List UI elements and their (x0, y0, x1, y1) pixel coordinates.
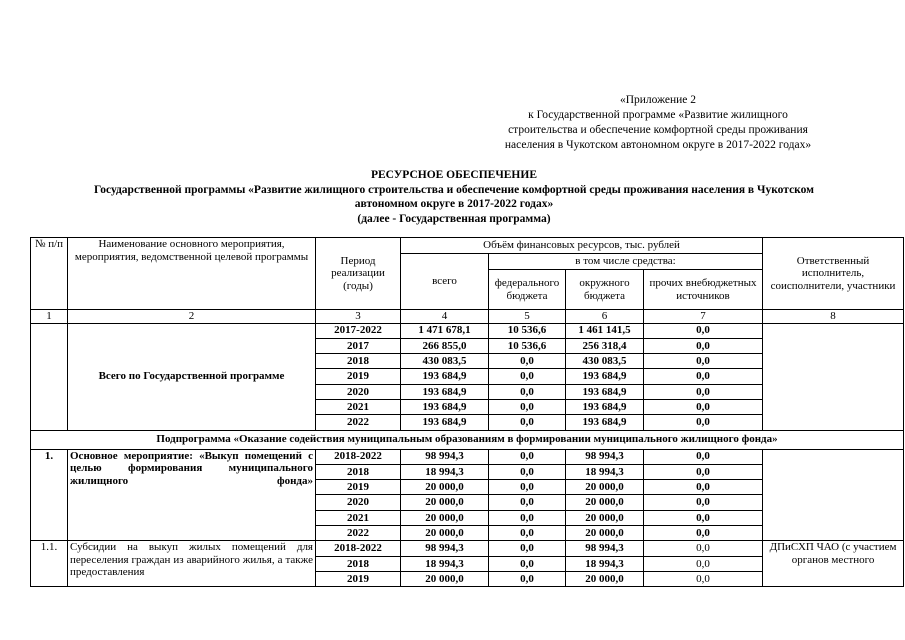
item-1-1-number: 1.1. (31, 541, 68, 587)
total-cell: 266 855,0 (401, 338, 489, 353)
total-cell: 18 994,3 (401, 464, 489, 479)
column-number-8: 8 (763, 310, 904, 324)
appendix-line-2: к Государственной программе «Развитие жилищного (528, 109, 788, 121)
period-cell: 2018 (316, 354, 401, 369)
column-number-2: 2 (68, 310, 316, 324)
period-cell: 2017-2022 (316, 323, 401, 338)
federal-cell: 0,0 (489, 464, 566, 479)
federal-cell: 0,0 (489, 384, 566, 399)
column-number-5: 5 (489, 310, 566, 324)
federal-cell: 10 536,6 (489, 338, 566, 353)
period-cell: 2021 (316, 399, 401, 414)
header-total: всего (401, 254, 489, 310)
period-cell: 2019 (316, 571, 401, 586)
okrug-cell: 98 994,3 (566, 449, 644, 464)
federal-cell: 0,0 (489, 415, 566, 430)
total-cell: 20 000,0 (401, 480, 489, 495)
total-cell: 430 083,5 (401, 354, 489, 369)
federal-cell: 0,0 (489, 480, 566, 495)
column-number-3: 3 (316, 310, 401, 324)
total-cell: 193 684,9 (401, 415, 489, 430)
period-cell: 2019 (316, 480, 401, 495)
total-row (31, 323, 904, 338)
header-num: № п/п (31, 238, 68, 310)
appendix-note (458, 93, 858, 153)
okrug-cell: 1 461 141,5 (566, 323, 644, 338)
item-1-1-responsible: ДПиСХП ЧАО (с участием органов местного (763, 541, 904, 587)
header-period: Период реализации (годы) (316, 238, 401, 310)
other-cell: 0,0 (644, 556, 763, 571)
period-cell: 2018-2022 (316, 449, 401, 464)
item-1-row (31, 449, 904, 464)
resource-table (30, 237, 904, 587)
okrug-cell: 98 994,3 (566, 541, 644, 556)
other-cell: 0,0 (644, 384, 763, 399)
federal-cell: 0,0 (489, 556, 566, 571)
title-line-1: РЕСУРСНОЕ ОБЕСПЕЧЕНИЕ (370, 169, 537, 181)
total-cell: 98 994,3 (401, 449, 489, 464)
item-1-1-row (31, 541, 904, 556)
federal-cell: 0,0 (489, 399, 566, 414)
federal-cell: 0,0 (489, 571, 566, 586)
total-number (31, 323, 68, 430)
okrug-cell: 193 684,9 (566, 384, 644, 399)
other-cell: 0,0 (644, 323, 763, 338)
okrug-cell: 256 318,4 (566, 338, 644, 353)
other-cell: 0,0 (644, 449, 763, 464)
header-federal: федерального бюджета (489, 270, 566, 310)
column-number-1: 1 (31, 310, 68, 324)
other-cell: 0,0 (644, 464, 763, 479)
document-title (20, 168, 888, 226)
okrug-cell: 430 083,5 (566, 354, 644, 369)
other-cell: 0,0 (644, 369, 763, 384)
item-1-1-name: Субсидии на выкуп жилых помещений для переселения граждан из аварийного жилья, а также предоставления (68, 541, 316, 587)
total-cell: 20 000,0 (401, 526, 489, 541)
header-name: Наименование основного мероприятия, мероприятия, ведомственной целевой программы (68, 238, 316, 310)
appendix-line-4: населения в Чукотском автономном округе в 2017-2022 годах» (504, 139, 812, 151)
header-okrug: окружного бюджета (566, 270, 644, 310)
federal-cell: 0,0 (489, 354, 566, 369)
title-line-3: автономном округе в 2017-2022 годах» (354, 198, 554, 210)
okrug-cell: 20 000,0 (566, 510, 644, 525)
total-cell: 193 684,9 (401, 369, 489, 384)
other-cell: 0,0 (644, 338, 763, 353)
federal-cell: 0,0 (489, 449, 566, 464)
other-cell: 0,0 (644, 541, 763, 556)
okrug-cell: 20 000,0 (566, 526, 644, 541)
okrug-cell: 193 684,9 (566, 399, 644, 414)
period-cell: 2022 (316, 415, 401, 430)
total-cell: 193 684,9 (401, 399, 489, 414)
other-cell: 0,0 (644, 480, 763, 495)
total-cell: 20 000,0 (401, 495, 489, 510)
period-cell: 2018 (316, 556, 401, 571)
okrug-cell: 18 994,3 (566, 556, 644, 571)
other-cell: 0,0 (644, 526, 763, 541)
title-line-4: (далее - Государственная программа) (357, 212, 551, 225)
total-cell: 18 994,3 (401, 556, 489, 571)
header-volume: Объём финансовых ресурсов, тыс. рублей (401, 238, 763, 254)
period-cell: 2022 (316, 526, 401, 541)
period-cell: 2020 (316, 384, 401, 399)
period-cell: 2018-2022 (316, 541, 401, 556)
period-cell: 2018 (316, 464, 401, 479)
other-cell: 0,0 (644, 354, 763, 369)
okrug-cell: 193 684,9 (566, 369, 644, 384)
federal-cell: 0,0 (489, 541, 566, 556)
okrug-cell: 193 684,9 (566, 415, 644, 430)
total-cell: 98 994,3 (401, 541, 489, 556)
column-number-4: 4 (401, 310, 489, 324)
title-line-2: Государственной программы «Развитие жилищного строительства и обеспечение комфортной среды проживания населения в Чукотском (93, 183, 815, 196)
federal-cell: 0,0 (489, 526, 566, 541)
column-number-6: 6 (566, 310, 644, 324)
total-cell: 20 000,0 (401, 571, 489, 586)
other-cell: 0,0 (644, 415, 763, 430)
other-cell: 0,0 (644, 510, 763, 525)
period-cell: 2017 (316, 338, 401, 353)
appendix-line-3: строительства и обеспечение комфортной среды проживания (508, 124, 808, 136)
subprogram-title: Подпрограмма «Оказание содействия муниципальным образованиям в формировании муниципального жилищного фонда» (31, 430, 904, 449)
other-cell: 0,0 (644, 571, 763, 586)
other-cell: 0,0 (644, 495, 763, 510)
column-numbers-row (31, 310, 904, 324)
total-cell: 193 684,9 (401, 384, 489, 399)
okrug-cell: 20 000,0 (566, 495, 644, 510)
subprogram-row (31, 430, 904, 449)
total-cell: 20 000,0 (401, 510, 489, 525)
appendix-line-1: «Приложение 2 (619, 94, 697, 106)
item-1-responsible (763, 449, 904, 541)
period-cell: 2020 (316, 495, 401, 510)
header-other: прочих внебюджетных источников (644, 270, 763, 310)
item-1-number: 1. (31, 449, 68, 541)
item-1-name: Основное мероприятие: «Выкуп помещений с целью формирования муниципального жилищного фонда» (68, 449, 316, 541)
header-including: в том числе средства: (489, 254, 763, 270)
column-number-7: 7 (644, 310, 763, 324)
federal-cell: 0,0 (489, 495, 566, 510)
total-cell: 1 471 678,1 (401, 323, 489, 338)
federal-cell: 10 536,6 (489, 323, 566, 338)
header-responsible: Ответственный исполнитель, соисполнители, участники (763, 238, 904, 310)
federal-cell: 0,0 (489, 369, 566, 384)
okrug-cell: 20 000,0 (566, 480, 644, 495)
okrug-cell: 18 994,3 (566, 464, 644, 479)
period-cell: 2019 (316, 369, 401, 384)
okrug-cell: 20 000,0 (566, 571, 644, 586)
federal-cell: 0,0 (489, 510, 566, 525)
other-cell: 0,0 (644, 399, 763, 414)
total-responsible (763, 323, 904, 430)
period-cell: 2021 (316, 510, 401, 525)
total-name: Всего по Государственной программе (68, 323, 316, 430)
